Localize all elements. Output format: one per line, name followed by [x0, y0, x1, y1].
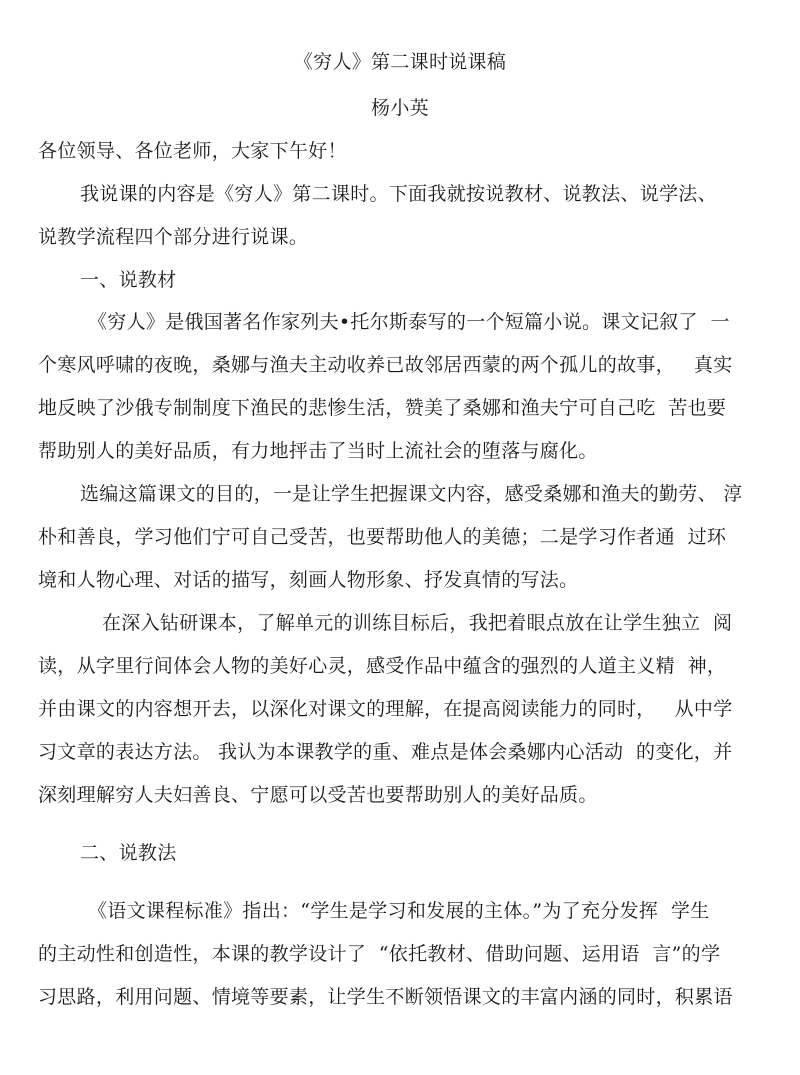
section-heading: 一、说教材	[80, 269, 177, 291]
paragraph-line: 在深入钻研课本，了解单元的训练目标后，我把着眼点放在让学生独立 阅	[102, 612, 733, 634]
section-heading: 二、说教法	[80, 842, 177, 864]
paragraph-line: 境和人物心理、对话的描写，刻画人物形象、抒发真情的写法。	[38, 569, 579, 591]
intro-line: 我说课的内容是《穷人》第二课时。下面我就按说教材、说教法、说学法、	[80, 183, 717, 205]
paragraph-line: 选编这篇课文的目的，一是让学生把握课文内容，感受桑娜和渔夫的勤劳、 淳	[80, 483, 743, 505]
paragraph-line: 地反映了沙俄专制制度下渔民的悲惨生活，赞美了桑娜和渔夫宁可自己吃 苦也要	[38, 397, 727, 419]
paragraph-line: 帮助别人的美好品质，有力地抨击了当时上流社会的堕落与腐化。	[38, 440, 598, 462]
intro-line: 说教学流程四个部分进行说课。	[38, 226, 309, 248]
paragraph-line: 《穷人》是俄国著名作家列夫•托尔斯泰写的一个短篇小说。课文记叙了 一	[88, 311, 730, 333]
paragraph-line: 朴和善良，学习他们宁可自己受苦，也要帮助他人的美德；二是学习作者通 过环	[38, 526, 727, 548]
paragraph-line: 的主动性和创造性，本课的教学设计了 “依托教材、借助问题、运用语 言”的学	[38, 943, 721, 965]
paragraph-line: 个寒风呼啸的夜晚，桑娜与渔夫主动收养已故邻居西蒙的两个孤儿的故事， 真实	[38, 354, 733, 376]
paragraph-line: 深刻理解穷人夫妇善良、宁愿可以受苦也要帮助别人的美好品质。	[38, 784, 598, 806]
paragraph-line: 读，从字里行间体会人物的美好心灵，感受作品中蕴含的强烈的人道主义精 神，	[38, 655, 727, 677]
greeting-line: 各位领导、各位老师，大家下午好！	[38, 140, 347, 162]
paragraph-line: 《语文课程标准》指出：“学生是学习和发展的主体。”为了充分发挥 学生	[88, 900, 710, 922]
document-author: 杨小英	[371, 97, 429, 119]
paragraph-line: 并由课文的内容想开去，以深化对课文的理解，在提高阅读能力的同时， 从中学	[38, 698, 733, 720]
paragraph-line: 习文章的表达方法。 我认为本课教学的重、难点是体会桑娜内心活动 的变化，并	[38, 741, 733, 763]
document-title: 《穷人》第二课时说课稿	[293, 51, 507, 73]
paragraph-line: 习思路，利用问题、情境等要素，让学生不断领悟课文的丰富内涵的同时，积累语	[38, 986, 733, 1008]
